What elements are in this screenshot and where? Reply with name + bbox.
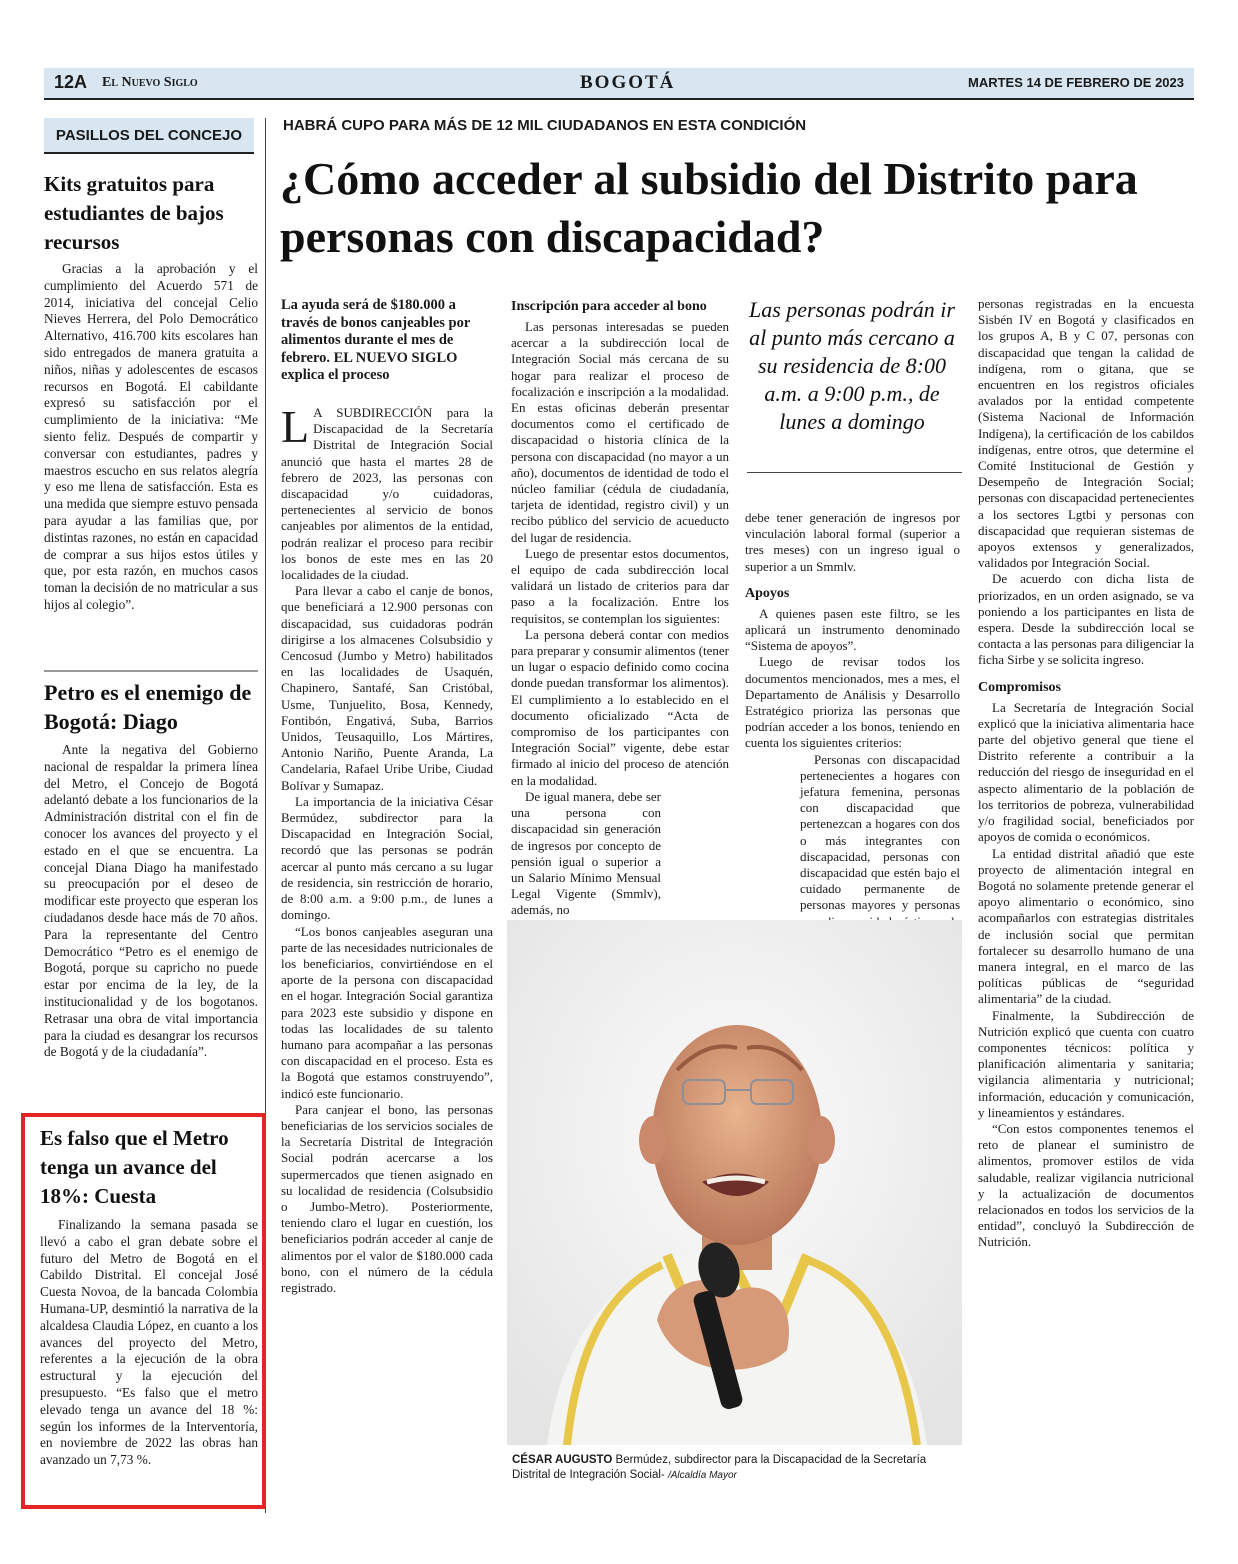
paragraph: [281, 401, 493, 583]
photo-caption: [512, 1453, 967, 1483]
paragraph: Para canjear el bono, las personas beneficiarias de los servicios sociales de la Secretaría Distrital de Integración Social podrán acercarse a los supermercados que tienen asignado en su localidad de residencia (Colsubsidio o Jumbo-Metro). Posteriormente, teniendo claro el lugar en cuestión, los beneficiarios podrán acceder al canje de alimentos por el valor de $180.000 cada bono, con el número de la cédula registrado.: [281, 1101, 493, 1295]
paragraph: “Los bonos canjeables aseguran una parte de las necesidades nutricionales de los beneficiarios, convirtiéndose en el aporte de la persona con discapacidad en el hogar. Integración Social garantiza para 2023 este subsidio y dispone en todas las localidades de su talento humano para acompañar a las personas con discapacidad en el proceso. Esta es la Bogotá que estamos construyendo”, indicó este funcionario.: [281, 923, 493, 1101]
paragraph: La persona deberá contar con medios para preparar y consumir alimentos (tener un lugar o espacio definido como cocina donde puedan transformar los alimentos). El cumplimiento a lo establecido en el documento oficializado “Acta de compromiso de los participantes con Integración Social” vigente, debe estar firmado al inicio del proceso de atención en la modalidad.: [511, 626, 729, 788]
article-column-1: [281, 401, 493, 1296]
paragraph: Para llevar a cabo el canje de bonos, que beneficiará a 12.900 personas con discapacidad, sus cuidadoras podrán dirigirse a los almacenes Colsubsidio y Cencosud (Jumbo y Metro) habilitados en las localidades de Usaquén, Chapinero, Santafé, San Cristóbal, Usme, Tunjuelito, Bosa, Kennedy, Fontibón, Engativá, Suba, Barrios Unidos, Teusaquillo, Los Mártires, Antonio Nariño, Puente Aranda, La Candelaria, Rafael Uribe Uribe, Ciudad Bolívar y Sumapaz.: [281, 583, 493, 793]
paragraph: De acuerdo con dicha lista de priorizados, en un orden asignado, se va poniendo a los participantes en lista de espera. Desde la subdirección local se contacta a las personas para diligenciar la ficha Sirbe y se solicita ingreso.: [978, 571, 1194, 668]
article-lead: La ayuda será de $180.000 a través de bonos canjeables por alimentos durante el mes de febrero. EL NUEVO SIGLO explica el proceso: [281, 297, 471, 383]
paragraph: “Con estos componentes tenemos el reto de planear el suministro de alimentos, promover estilos de vida saludable, realizar vigilancia nutricional y la actualización de documentos relacionados en todos los servicios de la entidad”, concluyó la Subdirección de Nutrición.: [978, 1120, 1194, 1250]
paragraph-text: A SUBDIRECCIÓN para la Discapacidad de la Secretaría Distrital de Integración Social anunció que hasta el martes 28 de febrero de 2023, las personas con discapacidad y/o cuidadoras, pertenecientes al servicio de bonos canjeables por alimentos de la entidad, podrán realizar el proceso para recibir los bonos de este mes en las 20 localidades de la ciudad.: [281, 405, 493, 583]
article-column-2: [511, 296, 729, 919]
article-kicker: HABRÁ CUPO PARA MÁS DE 12 MIL CIUDADANOS EN ESTA CONDICIÓN: [283, 117, 807, 134]
subdirector-photo: [507, 920, 962, 1445]
story-divider: [44, 670, 258, 672]
sidebar-story-cuesta: [40, 1124, 258, 1469]
section-name: BOGOTÁ: [580, 72, 676, 93]
subheading: Compromisos: [978, 679, 1061, 695]
article-column-4: [978, 296, 1194, 1251]
drop-cap: L: [281, 401, 310, 452]
story-title: Kits gratuitos para estudiantes de bajos recursos: [44, 172, 224, 254]
quote-divider: [747, 472, 962, 473]
caption-text: Bermúdez, subdirector para la Discapacidad de la Secretaría Distrital de Integración Social-: [512, 1454, 927, 1481]
article-headline: ¿Cómo acceder al subsidio del Distrito para personas con discapacidad?: [280, 153, 1138, 262]
page-header: [44, 68, 1194, 100]
story-body-text: Gracias a la aprobación y el cumplimiento del Acuerdo 571 de 2014, iniciativa del concejal Celio Nieves Herrera, del Polo Democrático Alternativo, 416.700 kits escolares han sido entregados de manera gratuita a niños, niñas y adolescentes de escasos recursos en Bogotá. El cabildante expresó su satisfacción por el cumplimiento de la iniciativa: “Me siento feliz. Después de compartir y conversar con estudiantes, padres y maestros escucho en sus relatos alegría y eso me llena de satisfacción. Esta es una medida que siempre estuvo pensada para ayudar a las familias que, por distintas razones, no están en capacidad de comprar a sus hijos estos útiles y que, por esta razón, en muchos casos toman la decisión de no matricular a sus hijos al colegio”.: [44, 261, 258, 612]
subheading: Apoyos: [745, 585, 790, 601]
subheading: Inscripción para acceder al bono: [511, 299, 707, 314]
paragraph: Las personas interesadas se pueden acercar a la subdirección local de Integración Social más cercana de su hogar para realizar el proceso de focalización e inscripción a la modalidad. En estas oficinas deberán presentar documentos como el certificado de discapacidad o historia clínica de la persona con discapacidad (no mayor a un año), documentos de identidad de todo el núcleo familiar (cédula de ciudadanía, tarjeta de identidad, registro civil) y un recibo público del servicio de acueducto del lugar de residencia.: [511, 319, 729, 545]
story-title: Petro es el enemigo de Bogotá: Diago: [44, 680, 252, 734]
paragraph: personas registradas en la encuesta Sisbén IV en Bogotá y clasificados en los grupos A, B y C 07, personas con discapacidad que tengan la calidad de indígena, rom o gitana, que se encuentren en los registros oficiales avalados por la entidad competente (Sistema Nacional de Información Indígena), la certificación de los cabildos indígenas, entre otros, que determine el Comité Institucional de Gestión y Desempeño de Integración Social; personas con discapacidad pertenecientes a los sectores Lgtbi y personas con discapacidad que requieran sistemas de apoyos extensos y generalizados, validados por Integración Social.: [978, 296, 1194, 571]
caption-name: CÉSAR AUGUSTO: [512, 1454, 613, 1466]
caption-credit: /Alcaldía Mayor: [667, 1470, 737, 1481]
paragraph: La importancia de la iniciativa César Bermúdez, subdirector para la Discapacidad en Integración Social, recordó que las personas se podrán acercar al punto más cercano a su lugar de residencia, sin restricción de horario, de 8:00 a.m. a 9:00 p.m., de lunes a domingo.: [281, 793, 493, 923]
story-body: [40, 1217, 258, 1469]
story-body-text: Ante la negativa del Gobierno nacional de respaldar la primera línea del Metro, el Concejo de Bogotá adelantó debate a los funcionarios de la Administración distrital con el fin de conocer los avances del proyecto y el estado en el que se encuentra. La concejal Diana Diago ha manifestado su preocupación por el deseo de modificar este proyecto que esperan los ciudadanos desde hace más de 70 años. Para la representante del Centro Democrático “Petro es el enemigo de Bogotá, porque su capricho no puede estar por encima de la ley, de la institucionalidad y de los bogotanos. Retrasar una obra de vital importancia para la ciudad es desangrar los recursos de Bogotá y de la ciudadanía”.: [44, 742, 258, 1060]
paragraph: La entidad distrital añadió que este proyecto de alimentación integral en Bogotá no solamente pretende generar el apoyo alimentario o económico, sino acompañarlos con estrategias distritales de inclusión social que permitan fortalecer su desarrollo humano de una manera integral, en el marco de las políticas públicas de “seguridad alimentaria” de la ciudad.: [978, 845, 1194, 1007]
paragraph: A quienes pasen este filtro, se les aplicará un instrumento denominado “Sistema de apoyos”.: [745, 605, 960, 654]
story-title: Es falso que el Metro tenga un avance del 18%: Cuesta: [40, 1126, 229, 1208]
paragraph: Finalmente, la Subdirección de Nutrición explicó que cuenta con cuatro componentes técnicos: política y planificación alimentaria y sanitaria; vigilancia alimentaria y nutricional; información, educación y comunicación, y lineamientos y estándares.: [978, 1007, 1194, 1120]
pull-quote: Las personas podrán ir al punto más cercano a su residencia de 8:00 a.m. a 9:00 p.m., de lunes a domingo: [749, 297, 955, 434]
newspaper-name: El Nuevo Siglo: [102, 75, 198, 90]
story-body-text: Finalizando la semana pasada se llevó a cabo el gran debate sobre el futuro del Metro de Bogotá en el Cabildo Distrital. El concejal José Cuesta Novoa, de la bancada Colombia Humana-UP, desmintió la narrativa de la alcaldesa Claudia López, en cuanto a los avances del proyecto del Metro, referentes a la ejecución de la obra estructural y la ejecución del presupuesto. “Es falso que el metro elevado tenga un avance del 18 %: según los informes de la Interventoría, en noviembre de 2022 las obras han avanzado un 7,73 %.: [40, 1217, 258, 1468]
sidebar-story-kits: [44, 170, 258, 614]
paragraph: La Secretaría de Integración Social explicó que la iniciativa alimentaria hace parte del objetivo general que tiene el Distrito referente a contribuir a la reducción del riesgo de inseguridad en el aspecto alimentario de la población de los territorios de pobreza, vulnerabilidad y/o fragilidad social, beneficiados por apoyos de comida o económicos.: [978, 699, 1194, 845]
page-number: 12A: [54, 72, 88, 92]
sidebar-label: PASILLOS DEL CONCEJO: [44, 118, 254, 154]
sidebar-story-petro: [44, 678, 258, 1061]
paragraph: De igual manera, debe ser una persona con discapacidad sin generación de ingresos por concepto de pensión igual o superior a un Salario Mínimo Mensual Legal Vigente (Smmlv), además, no: [511, 788, 661, 918]
paragraph: Personas con discapacidad pertenecientes a hogares con jefatura femenina, personas con discapacidad que pertenezcan a hogares con dos o más integrantes con discapacidad, personas con discapacidad que estén bajo el cuidado permanente de personas mayores y personas: [800, 751, 960, 913]
issue-date: MARTES 14 DE FEBRERO DE 2023: [967, 75, 1184, 90]
paragraph: Luego de presentar estos documentos, el equipo de cada subdirección local validará un listado de criterios para dar paso a la focalización. Entre los requisitos, se contemplan los siguientes:: [511, 545, 729, 626]
story-body: [44, 261, 258, 614]
paragraph: Luego de revisar todos los documentos mencionados, mes a mes, el Departamento de Análisis y Desarrollo Estratégico prioriza las personas que podrían acceder a los bonos, teniendo en cuenta los siguientes criterios:: [745, 654, 960, 751]
story-body: [44, 742, 258, 1061]
paragraph: debe tener generación de ingresos por vinculación laboral formal (superior a tres meses) con un ingreso igual o superior a un Smmlv.: [745, 510, 960, 574]
